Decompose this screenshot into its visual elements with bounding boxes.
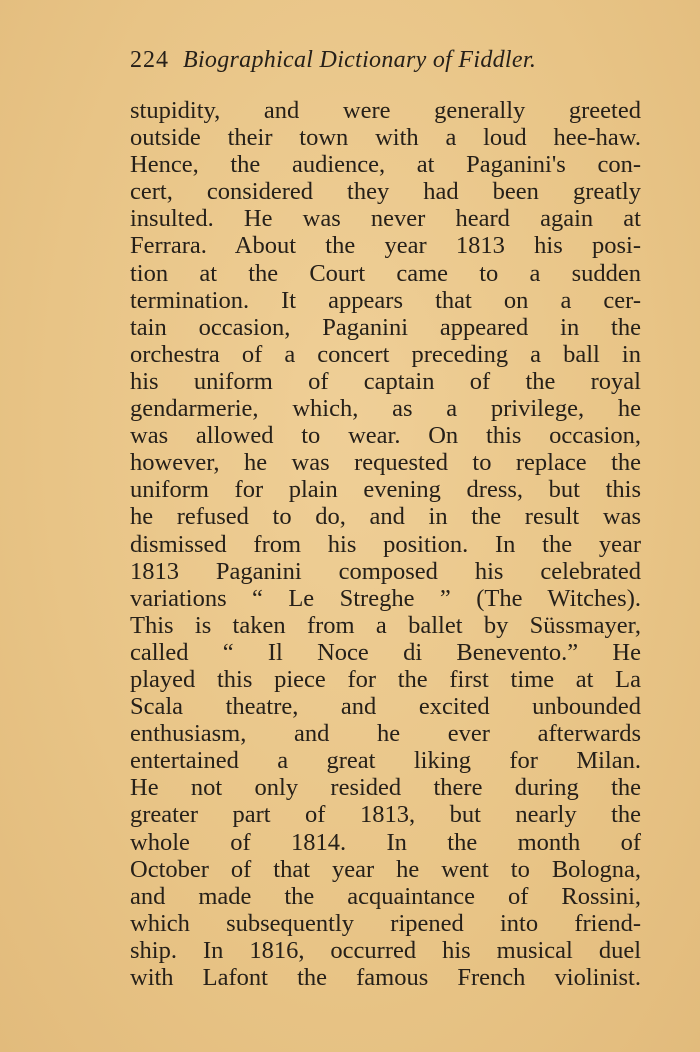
text-line: uniform for plain evening dress, but this [130,476,641,504]
text-line: ship. In 1816, occurred his musical duel [130,936,641,964]
text-line: gendarmerie, which, as a privilege, he [130,395,641,423]
text-line: This is taken from a ballet by Süssmayer, [130,611,641,639]
text-line: he refused to do, and in the result was [130,503,641,531]
text-line: his uniform of captain of the royal [130,367,641,395]
text-line: orchestra of a concert preceding a ball in [130,340,641,368]
text-line: tion at the Court came to a sudden [130,259,641,287]
text-line: termination. It appears that on a cer- [130,286,641,314]
text-line: October of that year he went to Bologna, [130,855,641,883]
text-line: was allowed to wear. On this occasion, [130,422,641,450]
text-line: whole of 1814. In the month of [130,828,641,856]
text-line: outside their town with a loud hee-haw. [130,124,641,152]
text-line: Scala theatre, and excited unbounded [130,693,641,721]
text-line: which subsequently ripened into friend- [130,909,641,937]
text-line: dismissed from his position. In the year [130,530,641,558]
text-line: played this piece for the first time at La [130,665,641,693]
text-line: 1813 Paganini composed his celebrated [130,557,641,585]
running-head [130,42,640,78]
text-line: He not only resided there during the [130,774,641,802]
text-line: variations “ Le Streghe ” (The Witches). [130,584,641,612]
text-line: insulted. He was never heard again at [130,205,641,233]
text-line: enthusiasm, and he ever afterwards [130,720,641,748]
text-line: however, he was requested to replace the [130,449,641,477]
text-line: and made the acquaintance of Rossini, [130,882,641,910]
text-line: Ferrara. About the year 1813 his posi- [130,232,641,260]
text-line: stupidity, and were generally greeted [130,97,641,124]
text-line: greater part of 1813, but nearly the [130,801,641,829]
text-line: tain occasion, Paganini appeared in the [130,313,641,341]
text-line: with Lafont the famous French violinist. [130,964,641,991]
running-title: Biographical Dictionary of Fiddler. [183,47,537,73]
text-line: entertained a great liking for Milan. [130,747,641,775]
page-number: 224 [130,47,169,73]
text-line: called “ Il Noce di Benevento.” He [130,638,641,666]
body-text [130,97,641,991]
text-line: cert, considered they had been greatly [130,178,641,206]
text-line: Hence, the audience, at Paganini's con- [130,151,641,179]
